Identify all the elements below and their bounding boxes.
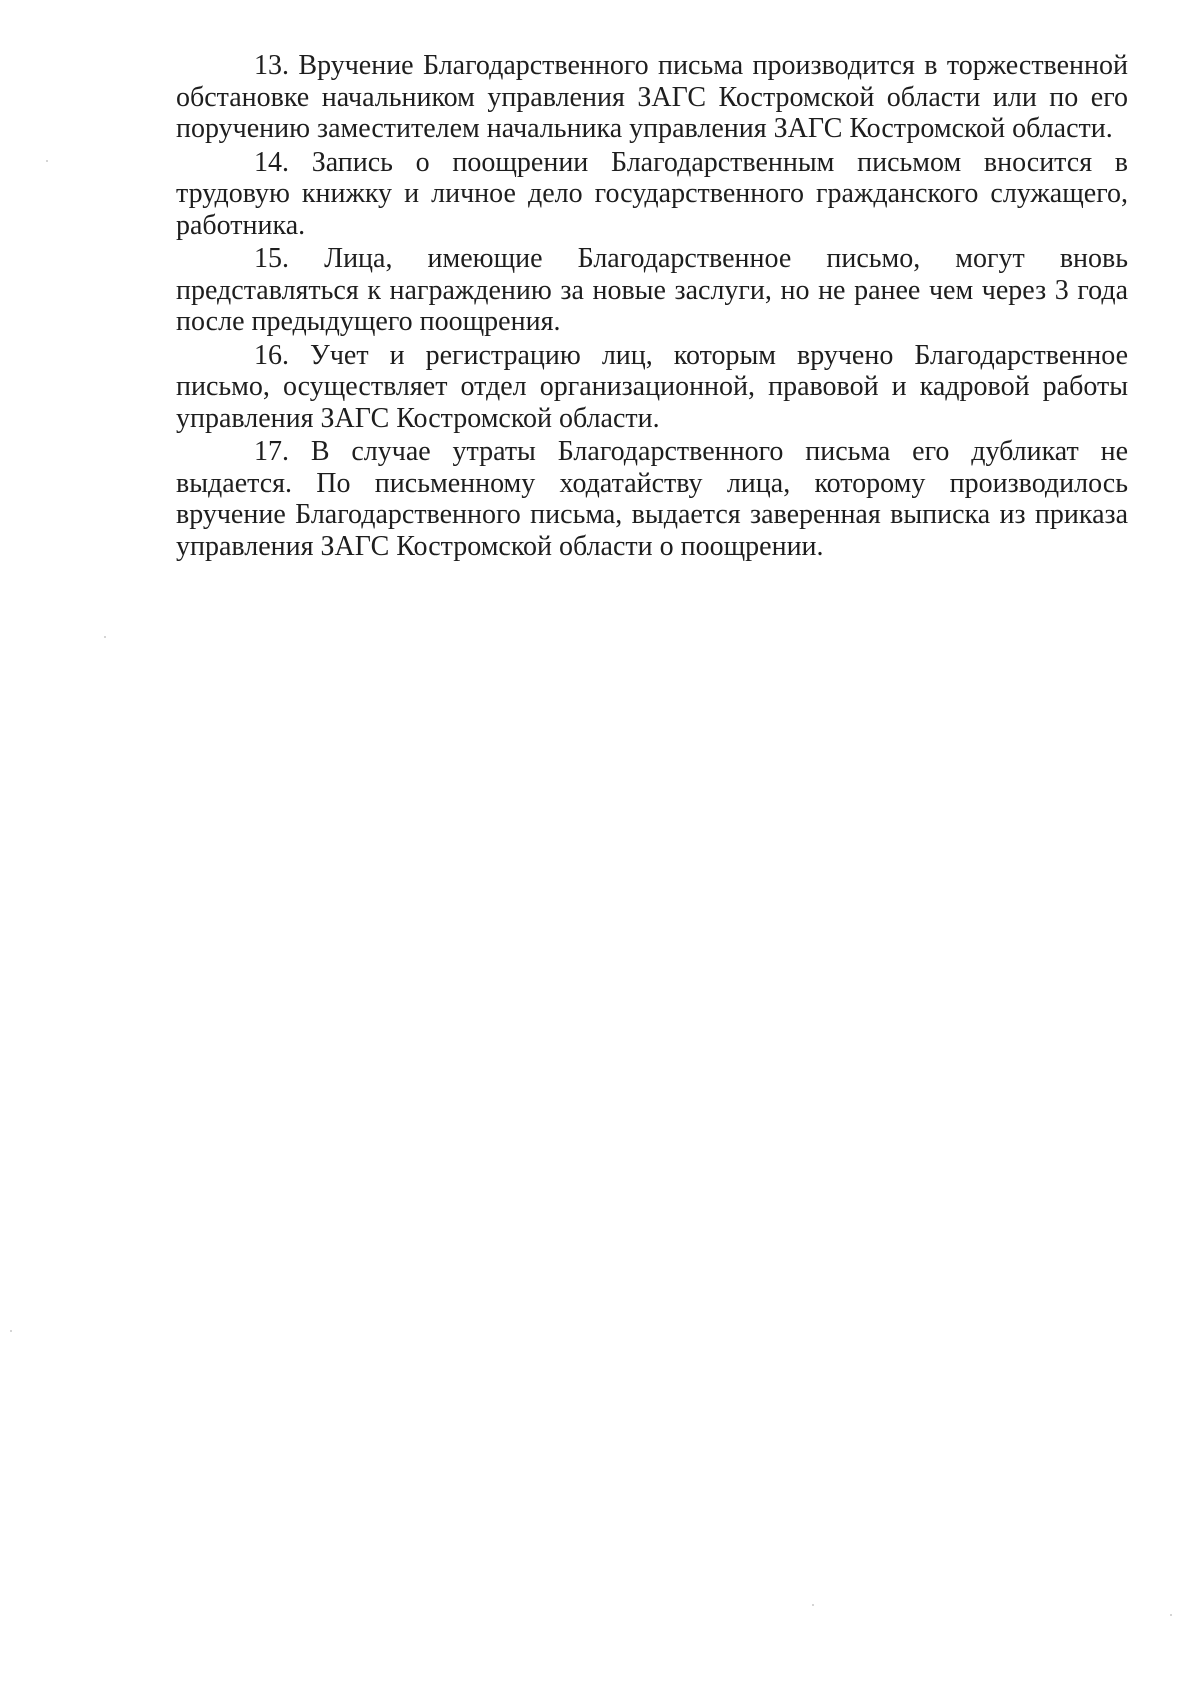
paragraph-16-text: Учет и регистрацию лиц, которым вручено Благодарственное письмо, осуществляет отдел организационной, правовой и кадровой работы управления ЗАГС Костромской области. (176, 339, 1129, 434)
paragraph-13 (176, 50, 1128, 145)
paragraph-17 (176, 436, 1128, 562)
paragraph-13-number: 13. (254, 50, 289, 81)
paragraph-16 (176, 340, 1128, 435)
paragraph-14-text: Запись о поощрении Благодарственным письмом вносится в трудовую книжку и личное дело государственного гражданского служащего, работника. (176, 146, 1128, 241)
paragraph-17-text: В случае утраты Благодарственного письма его дубликат не выдается. По письменному ходатайству лица, которому производилось вручение Благодарственного письма, выдается заверенная выписка из приказа управления ЗАГС Костромской области о поощрении. (176, 436, 1128, 562)
paragraph-13-text: Вручение Благодарственного письма производится в торжественной обстановке начальником управления ЗАГС Костромской области или по его поручению заместителем начальника управления ЗАГС Костромской области. (176, 50, 1128, 144)
paragraph-14 (176, 147, 1128, 242)
scan-speck (812, 1604, 814, 1606)
scan-speck (104, 636, 106, 638)
paragraph-15-number: 15. (254, 243, 289, 274)
paragraph-14-number: 14. (254, 146, 289, 178)
document-body (176, 50, 1128, 564)
paragraph-16-number: 16. (254, 339, 289, 371)
paragraph-17-number: 17. (254, 436, 289, 467)
scan-speck (10, 1330, 12, 1332)
scan-speck (1170, 1614, 1172, 1616)
paragraph-15-text: Лица, имеющие Благодарственное письмо, могут вновь представляться к награждению за новые заслуги, но не ранее чем через 3 года после предыдущего поощрения. (176, 243, 1129, 337)
paragraph-15 (176, 243, 1128, 338)
scan-speck (46, 160, 48, 162)
